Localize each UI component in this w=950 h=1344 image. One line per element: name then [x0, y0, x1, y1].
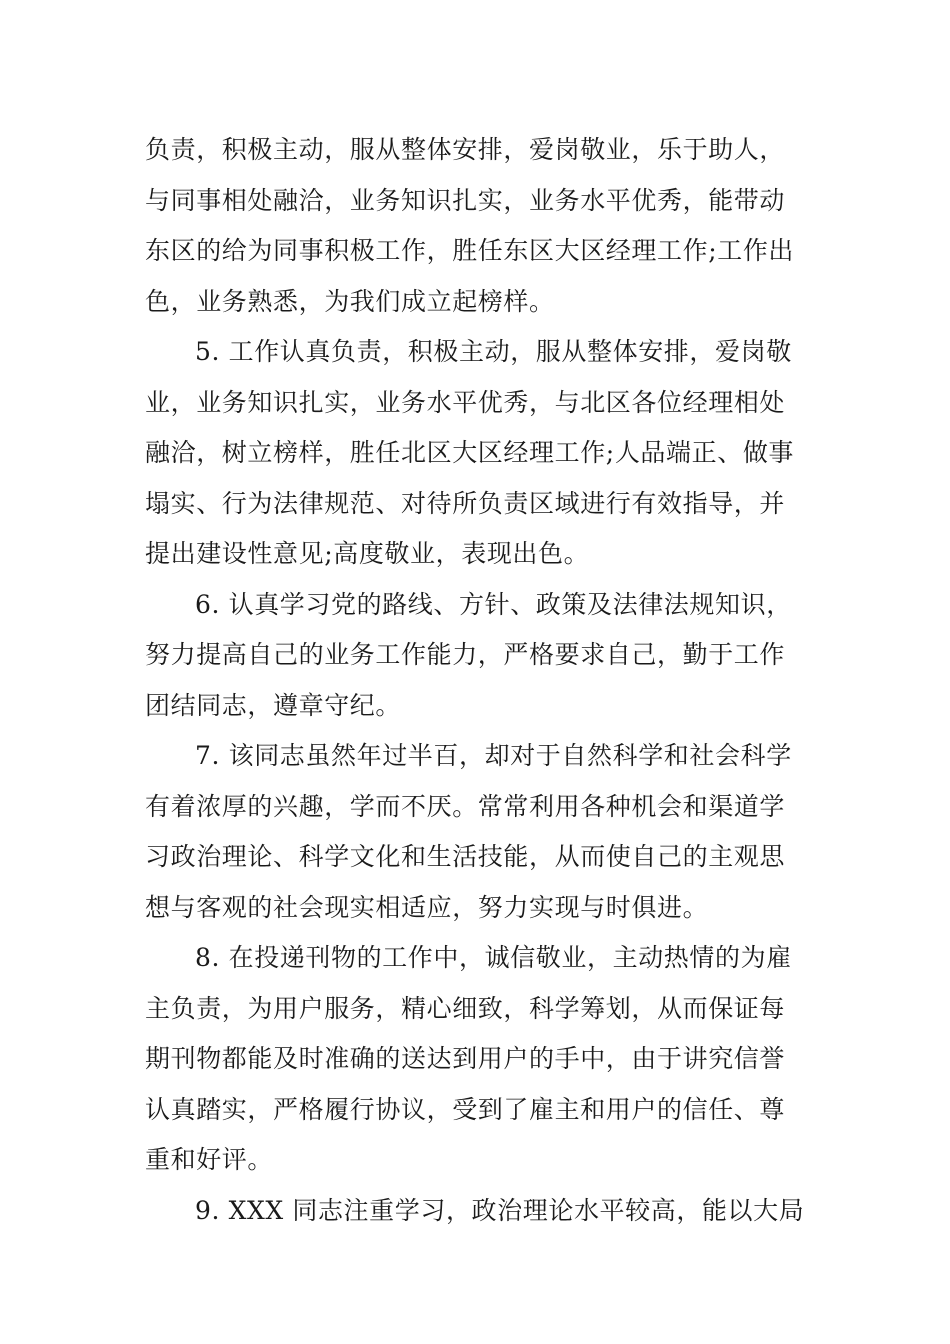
text-line: 6. 认真学习党的路线、方针、政策及法律法规知识， [195, 589, 792, 619]
paragraph-item-8 [145, 933, 810, 1186]
text-line: 业，业务知识扎实，业务水平优秀，与北区各位经理相处 [145, 387, 786, 417]
text-line: 负责，积极主动，服从整体安排，爱岗敬业，乐于助人， [145, 135, 786, 164]
text-line: 与同事相处融洽，业务知识扎实，业务水平优秀，能带动 [145, 185, 786, 215]
text-line: 努力提高自己的业务工作能力，严格要求自己，勤于工作 [145, 640, 786, 669]
text-line: 有着浓厚的兴趣，学而不厌。常常利用各种机会和渠道学 [145, 791, 786, 821]
text-line: 想与客观的社会现实相适应，努力实现与时俱进。 [145, 892, 709, 922]
paragraph-item-9 [145, 1186, 810, 1237]
text-line: 团结同志，遵章守纪。 [145, 690, 402, 720]
document-body [145, 125, 810, 1236]
text-line: 融洽，树立榜样，胜任北区大区经理工作;人品端正、做事 [145, 438, 795, 467]
text-line: 塌实、行为法律规范、对待所负责区域进行有效指导，并 [145, 488, 786, 518]
text-line: 重和好评。 [145, 1145, 274, 1174]
paragraph-item-6 [145, 580, 810, 732]
text-line: 提出建设性意见;高度敬业，表现出色。 [145, 539, 590, 568]
text-line: 9. XXX 同志注重学习，政治理论水平较高，能以大局 [195, 1195, 805, 1225]
paragraph-continuation [145, 125, 810, 327]
paragraph-item-5 [145, 327, 810, 580]
paragraph-item-7 [145, 731, 810, 933]
text-line: 习政治理论、科学文化和生活技能，从而使自己的主观思 [145, 842, 786, 871]
text-line: 5. 工作认真负责，积极主动，服从整体安排，爱岗敬 [195, 337, 792, 366]
text-line: 主负责，为用户服务，精心细致，科学筹划，从而保证每 [145, 993, 786, 1023]
text-line: 8. 在投递刊物的工作中，诚信敬业，主动热情的为雇 [195, 943, 792, 972]
text-line: 期刊物都能及时准确的送达到用户的手中，由于讲究信誉 [145, 1044, 786, 1073]
text-line: 7. 该同志虽然年过半百，却对于自然科学和社会科学 [195, 741, 792, 770]
text-line: 色，业务熟悉，为我们成立起榜样。 [145, 286, 555, 316]
text-line: 东区的给为同事积极工作，胜任东区大区经理工作;工作出 [145, 236, 795, 265]
text-line: 认真踏实，严格履行协议，受到了雇主和用户的信任、尊 [145, 1094, 786, 1124]
